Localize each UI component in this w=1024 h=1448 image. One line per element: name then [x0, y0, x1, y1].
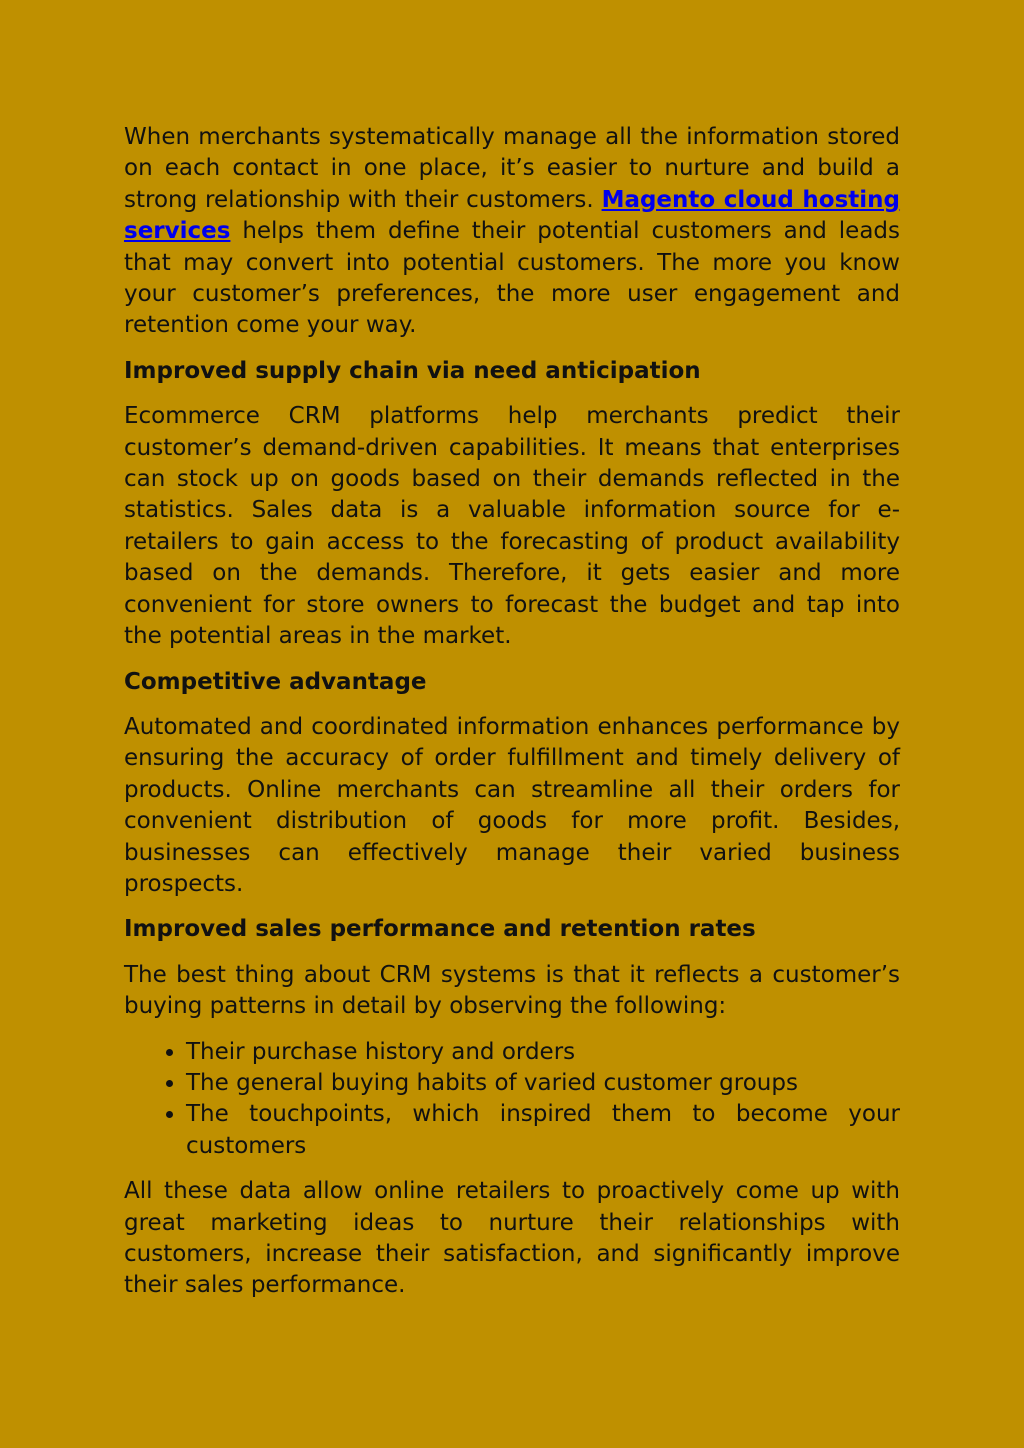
heading-sales-performance: Improved sales performance and retention rates — [124, 916, 756, 943]
list-item: • The general buying habits of varied customer groups — [186, 1068, 900, 1099]
heading-supply-chain: Improved supply chain via need anticipation — [124, 357, 701, 384]
heading-competitive-advantage: Competitive advantage — [124, 668, 427, 695]
list-item: • Their purchase history and orders — [186, 1037, 900, 1068]
intro-paragraph — [124, 122, 900, 342]
list-item: • The touchpoints, which inspired them to become your customers — [186, 1099, 900, 1162]
magento-cloud-hosting-link[interactable]: Magento cloud hosting services — [124, 186, 901, 245]
supply-chain-paragraph: Ecommerce CRM platforms help merchants predict their customer’s demand-driven capabilities. It means that enterprises can stock up on goods based on their demands reflected in the statistics. Sales data is a valuable information source for e-retailers to gain access to the forecasting of product availability based on the demands. Therefore, it gets easier and more convenient for store owners to forecast the budget and tap into the potential areas in the market. — [124, 403, 900, 650]
intro-paragraph-text-before-link: When merchants systematically manage all the information stored on each contact in one place, it’s easier to nurture and build a strong relationship with their customers. — [124, 124, 900, 213]
sales-performance-paragraph: The best thing about CRM systems is that it reflects a customer’s buying patterns in detail by observing the following: — [124, 961, 900, 1020]
article-content — [124, 122, 900, 1316]
intro-paragraph-text-after-link: helps them define their potential customers and leads that may convert into potential customers. The more you know your customer’s preferences, the more user engagement and retention come your way. — [124, 218, 900, 339]
competitive-advantage-paragraph: Automated and coordinated information enhances performance by ensuring the accuracy of order fulfillment and timely delivery of products. Online merchants can streamline all their orders for convenient distribution of goods for more profit. Besides, businesses can effectively manage their varied business prospects. — [124, 713, 900, 897]
buying-patterns-list — [124, 1037, 900, 1163]
closing-paragraph: All these data allow online retailers to proactively come up with great marketing ideas to nurture their relationships with customers, increase their satisfaction, and significantly improve their sales performance. — [124, 1178, 900, 1299]
